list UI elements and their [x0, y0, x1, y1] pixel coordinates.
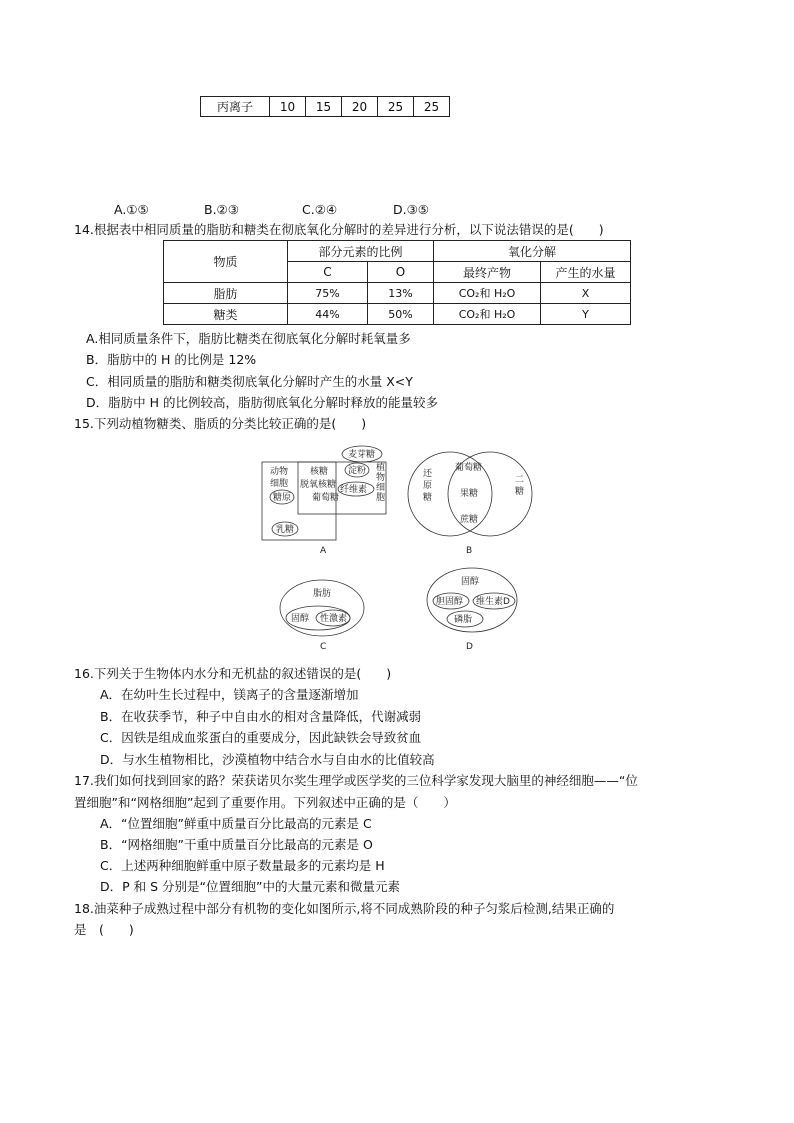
a-animal-2: 细胞 — [270, 479, 289, 489]
a-plant-3: 细 — [376, 483, 386, 493]
a-maltose: 麦芽糖 — [348, 450, 376, 460]
q14-option-d[interactable]: D．脂肪中 H 的比例较高，脂肪彻底氧化分解时释放的能量较多 — [86, 395, 438, 410]
q18-stem-line2: 是 ( ) — [74, 922, 134, 937]
b-label: B — [466, 546, 473, 556]
header-c: C — [288, 262, 368, 283]
ion-label: 丙离子 — [201, 97, 270, 117]
q13-option-b[interactable]: B.②③ — [204, 202, 239, 217]
b-reducing-3: 糖 — [423, 493, 433, 503]
a-glycogen: 糖原 — [273, 493, 292, 503]
a-lactose: 乳糖 — [276, 525, 295, 535]
header-o: O — [368, 262, 434, 283]
ion-value: 20 — [342, 97, 378, 117]
q17-option-d[interactable]: D．P 和 S 分别是“位置细胞”中的大量元素和微量元素 — [100, 879, 400, 894]
row-o: 50% — [368, 304, 434, 325]
q16-stem: 16.下列关于生物体内水分和无机盐的叙述错误的是( ) — [74, 666, 392, 681]
header-oxidation: 氧化分解 — [434, 241, 631, 262]
q17-stem-line2: 置细胞”和“网格细胞”起到了重要作用。下列叙述中正确的是（ ） — [74, 795, 456, 810]
q14-stem: 14.根据表中相同质量的脂肪和糖类在彻底氧化分解时的差异进行分析，以下说法错误的是( ) — [74, 222, 604, 237]
b-di-1: 二 — [515, 475, 525, 485]
q13-option-a[interactable]: A.①⑤ — [114, 202, 149, 217]
q17-option-b[interactable]: B．“网格细胞”干重中质量百分比最高的元素是 O — [100, 837, 373, 852]
a-starch: 淀粉 — [348, 466, 367, 476]
header-water: 产生的水量 — [541, 262, 631, 283]
a-cellulose: 纤维素 — [340, 485, 368, 495]
a-deoxyribose: 脱氧核糖 — [300, 480, 337, 490]
header-substance: 物质 — [164, 241, 288, 283]
q15-figure — [258, 436, 538, 656]
q16-option-a[interactable]: A．在幼叶生长过程中，镁离子的含量逐渐增加 — [100, 687, 359, 702]
row-o: 13% — [368, 283, 434, 304]
c-sterol: 固醇 — [291, 614, 310, 624]
q15-stem: 15.下列动植物糖类、脂质的分类比较正确的是( ) — [74, 416, 367, 431]
q14-table — [163, 240, 631, 325]
a-plant-4: 胞 — [376, 493, 386, 503]
a-plant-1: 植 — [376, 463, 386, 473]
row-c: 75% — [288, 283, 368, 304]
q16-option-d[interactable]: D．与水生植物相比，沙漠植物中结合水与自由水的比值较高 — [100, 752, 435, 767]
c-fat: 脂肪 — [313, 589, 332, 599]
b-reducing-1: 还 — [423, 469, 433, 479]
d-phospholipid: 磷脂 — [454, 615, 473, 625]
header-product: 最终产物 — [434, 262, 541, 283]
row-name: 脂肪 — [164, 283, 288, 304]
q14-option-a[interactable]: A.相同质量条件下，脂肪比糖类在彻底氧化分解时耗氧量多 — [86, 331, 411, 346]
ion-value: 10 — [270, 97, 306, 117]
q14-option-c[interactable]: C．相同质量的脂肪和糖类彻底氧化分解时产生的水量 X<Y — [86, 374, 413, 389]
row-water: Y — [541, 304, 631, 325]
b-sucrose: 蔗糖 — [460, 515, 479, 525]
c-label: C — [320, 642, 327, 652]
a-animal-1: 动物 — [270, 467, 289, 477]
a-plant-2: 物 — [376, 473, 386, 483]
a-label: A — [320, 546, 327, 556]
d-vitamin-d: 维生素D — [476, 597, 510, 607]
q13-option-d[interactable]: D.③⑤ — [393, 202, 430, 217]
ion-row-table — [200, 96, 450, 117]
b-di-2: 糖 — [515, 487, 525, 497]
d-sterol: 固醇 — [461, 577, 480, 587]
row-water: X — [541, 283, 631, 304]
q16-option-b[interactable]: B．在收获季节，种子中自由水的相对含量降低，代谢减弱 — [100, 709, 422, 724]
header-ratio: 部分元素的比例 — [288, 241, 434, 262]
q13-option-c[interactable]: C.②④ — [302, 202, 338, 217]
q17-option-a[interactable]: A．“位置细胞”鲜重中质量百分比最高的元素是 C — [100, 816, 372, 831]
row-c: 44% — [288, 304, 368, 325]
b-glucose: 葡萄糖 — [455, 463, 483, 473]
q17-option-c[interactable]: C．上述两种细胞鲜重中原子数量最多的元素均是 H — [100, 858, 385, 873]
b-reducing-2: 原 — [423, 481, 433, 491]
row-product: CO₂和 H₂O — [434, 283, 541, 304]
ion-value: 25 — [378, 97, 414, 117]
b-fructose: 果糖 — [460, 489, 479, 499]
q14-option-b[interactable]: B．脂肪中的 H 的比例是 12% — [86, 352, 257, 367]
a-ribose: 核糖 — [310, 467, 329, 477]
d-label: D — [466, 642, 473, 652]
a-glucose: 葡萄糖 — [312, 493, 340, 503]
q17-stem-line1: 17.我们如何找到回家的路？荣获诺贝尔奖生理学或医学奖的三位科学家发现大脑里的神经细胞——“位 — [74, 773, 638, 788]
row-name: 糖类 — [164, 304, 288, 325]
ion-value: 15 — [306, 97, 342, 117]
q18-stem-line1: 18.油菜种子成熟过程中部分有机物的变化如图所示,将不同成熟阶段的种子匀浆后检测,结果正确的 — [74, 901, 615, 916]
row-product: CO₂和 H₂O — [434, 304, 541, 325]
q16-option-c[interactable]: C．因铁是组成血浆蛋白的重要成分，因此缺铁会导致贫血 — [100, 730, 422, 745]
d-cholesterol: 胆固醇 — [436, 597, 464, 607]
c-sex-hormone: 性激素 — [320, 614, 348, 624]
ion-value: 25 — [414, 97, 450, 117]
